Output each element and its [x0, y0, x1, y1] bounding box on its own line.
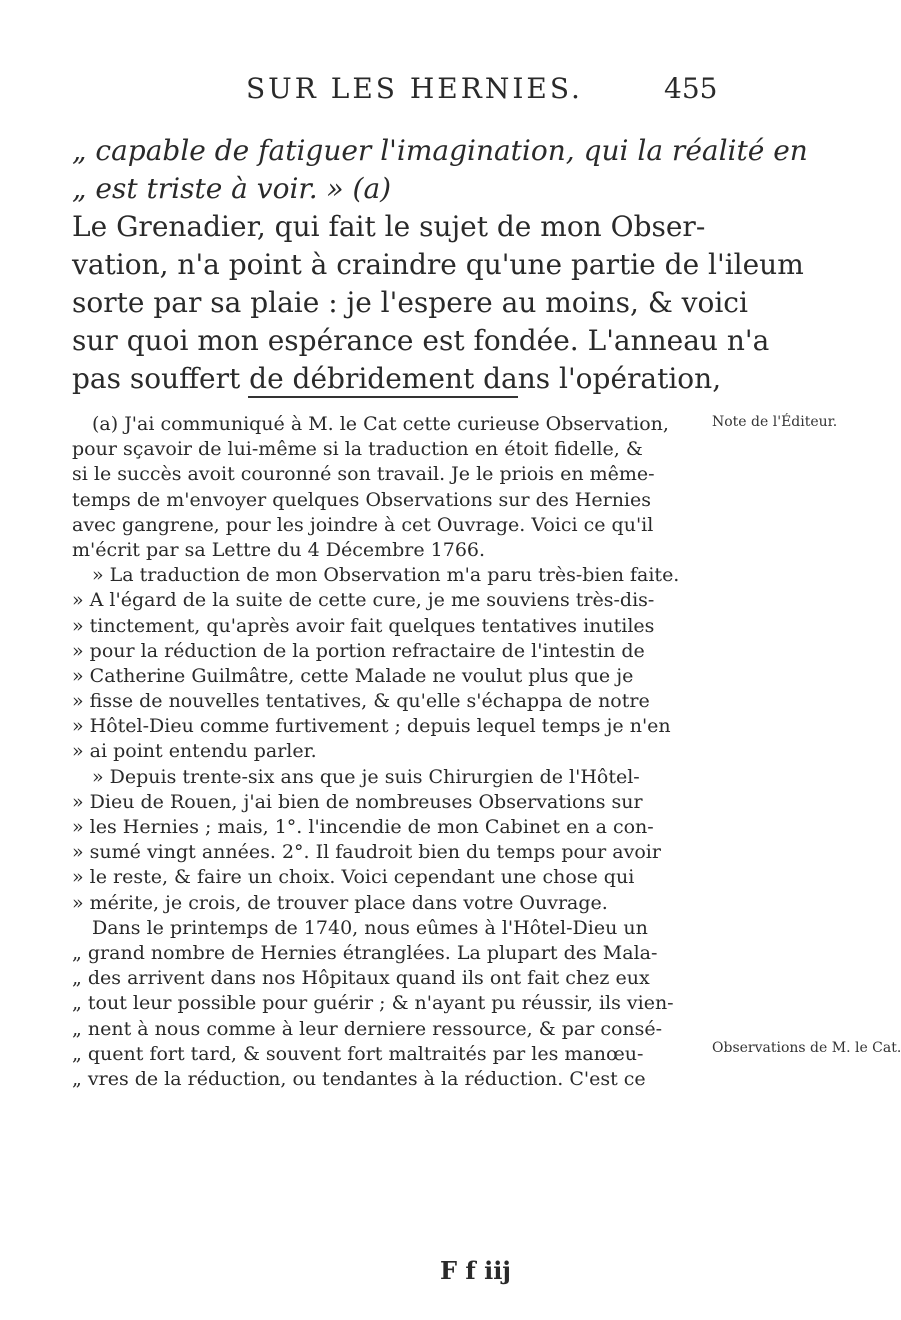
- printer-signature: F f iij: [440, 1256, 511, 1285]
- main-text: [72, 132, 808, 398]
- text-line: „ capable de fatiguer l'imagination, qui la réalité en: [72, 134, 808, 167]
- footnote-line: pour sçavoir de lui-même si la traduction en étoit fidelle, &: [72, 438, 643, 461]
- margin-note-observations: Observations de M. le Cat.: [712, 1040, 901, 1056]
- footnote-line: » fisse de nouvelles tentatives, & qu'elle s'échappa de notre: [72, 690, 650, 713]
- footnote-line: (a) J'ai communiqué à M. le Cat cette curieuse Observation,: [92, 413, 669, 435]
- footnote-line: „ grand nombre de Hernies étranglées. La plupart des Mala-: [72, 941, 658, 964]
- running-header: [0, 72, 800, 122]
- page-number: 455: [664, 72, 718, 105]
- footnote-line: » les Hernies ; mais, 1°. l'incendie de mon Cabinet en a con-: [72, 816, 654, 838]
- footnote-line: avec gangrene, pour les joindre à cet Ouvrage. Voici ce qu'il: [72, 513, 654, 536]
- footnote-line: » mérite, je crois, de trouver place dans votre Ouvrage.: [72, 891, 608, 914]
- text-line: pas souffert de débridement dans l'opération,: [72, 362, 722, 395]
- footnote-line: » sumé vingt années. 2°. Il faudroit bien du temps pour avoir: [72, 841, 661, 864]
- footnote: [72, 412, 708, 1092]
- footnote-line: „ des arrivent dans nos Hôpitaux quand ils ont fait chez eux: [72, 967, 650, 990]
- footnote-line: » ai point entendu parler.: [72, 740, 317, 763]
- text-line: Le Grenadier, qui fait le sujet de mon Obser-: [72, 210, 706, 243]
- margin-note-editor: Note de l'Éditeur.: [712, 414, 838, 430]
- footnote-line: » le reste, & faire un choix. Voici cependant une chose qui: [72, 866, 635, 889]
- footnote-line: „ nent à nous comme à leur derniere ressource, & par consé-: [72, 1017, 663, 1040]
- footnote-divider: [248, 396, 518, 398]
- footnote-line: m'écrit par sa Lettre du 4 Décembre 1766.: [72, 538, 486, 561]
- footnote-line: „ tout leur possible pour guérir ; & n'ayant pu réussir, ils vien-: [72, 992, 674, 1015]
- footnote-line: „ vres de la réduction, ou tendantes à la réduction. C'est ce: [72, 1067, 646, 1090]
- footnote-line: temps de m'envoyer quelques Observations sur des Hernies: [72, 488, 652, 511]
- footnote-line: » pour la réduction de la portion refractaire de l'intestin de: [72, 639, 645, 662]
- footnote-line: » Dieu de Rouen, j'ai bien de nombreuses Observations sur: [72, 790, 643, 813]
- footnote-line: si le succès avoit couronné son travail. Je le priois en même-: [72, 463, 655, 486]
- footnote-line: „ quent fort tard, & souvent fort maltraités par les manœu-: [72, 1042, 644, 1065]
- text-line: sorte par sa plaie : je l'espere au moins, & voici: [72, 286, 748, 319]
- footnote-line: » A l'égard de la suite de cette cure, je me souviens très-dis-: [72, 589, 655, 612]
- text-line: sur quoi mon espérance est fondée. L'anneau n'a: [72, 324, 770, 357]
- footnote-line: » tinctement, qu'après avoir fait quelques tentatives inutiles: [72, 614, 655, 637]
- text-line: „ est triste à voir. » (a): [72, 172, 392, 205]
- running-title: SUR LES HERNIES.: [246, 72, 583, 105]
- footnote-line: » Hôtel-Dieu comme furtivement ; depuis lequel temps je n'en: [72, 715, 671, 738]
- text-line: vation, n'a point à craindre qu'une partie de l'ileum: [72, 248, 804, 281]
- footnote-line: » Catherine Guilmâtre, cette Malade ne voulut plus que je: [72, 664, 634, 687]
- footnote-line: » Depuis trente-six ans que je suis Chirurgien de l'Hôtel-: [92, 765, 640, 788]
- footnote-line: » La traduction de mon Observation m'a paru très-bien faite.: [92, 564, 680, 587]
- footnote-line: Dans le printemps de 1740, nous eûmes à l'Hôtel-Dieu un: [92, 916, 648, 939]
